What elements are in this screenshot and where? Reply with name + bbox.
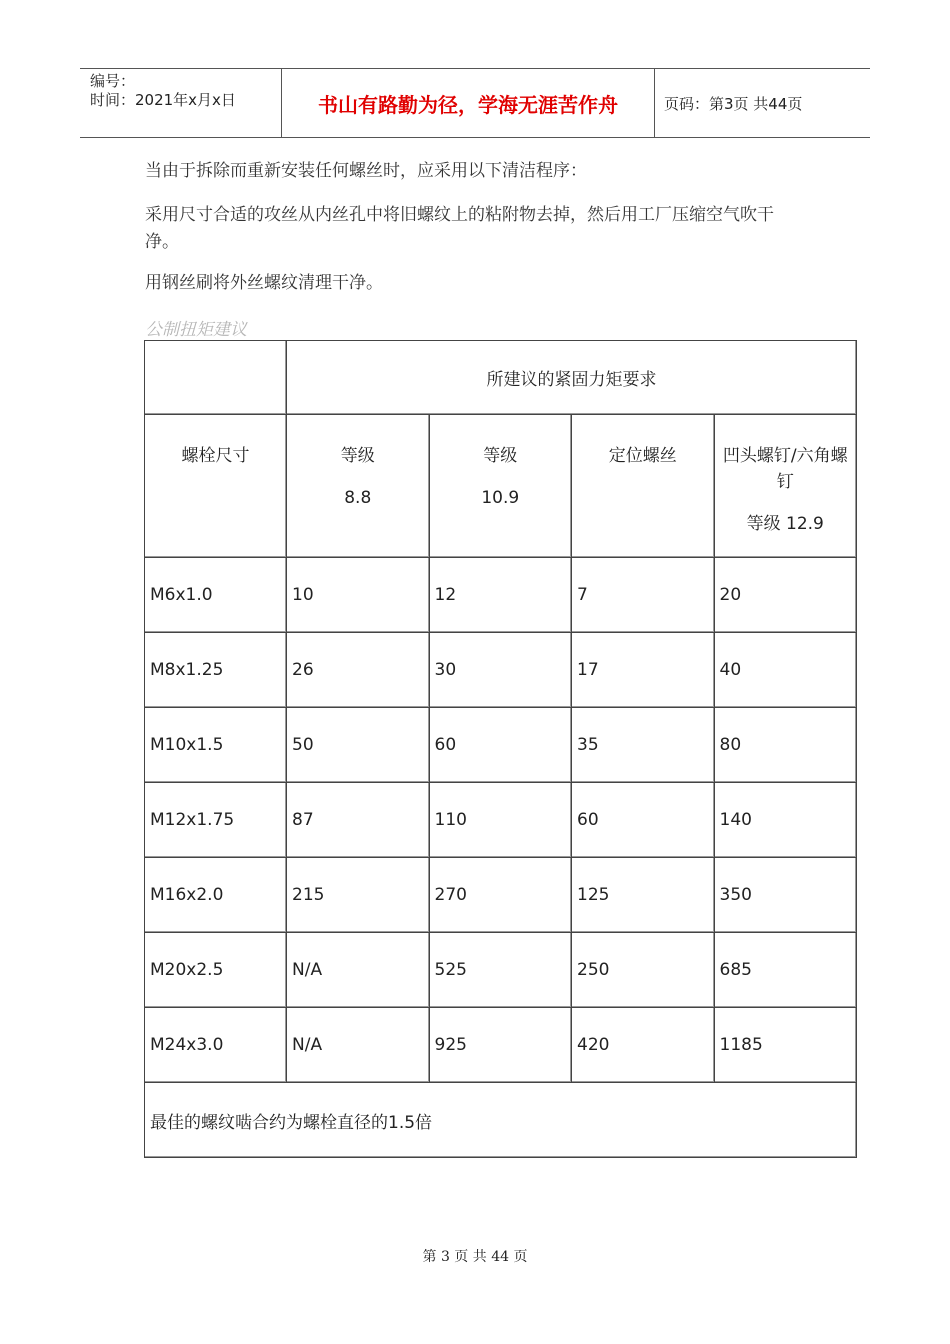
cell-set-screw: 250 xyxy=(572,933,715,1008)
cell-size: M24x3.0 xyxy=(145,1008,287,1083)
cell-grade-8-8: 87 xyxy=(287,783,430,858)
header-set-screw xyxy=(572,415,715,558)
header-grade-8-8-value: 8.8 xyxy=(344,488,372,508)
cell-size: M8x1.25 xyxy=(145,633,287,708)
header-grade-8-8-label: 等级 xyxy=(340,446,375,466)
header-cap-screw xyxy=(714,415,857,558)
cell-set-screw: 125 xyxy=(572,858,715,933)
table-row xyxy=(145,1008,857,1083)
header-size xyxy=(145,415,287,558)
table-caption: 公制扭矩建议 xyxy=(145,320,247,340)
cell-cap-screw: 350 xyxy=(714,858,857,933)
paragraph-cleaning-intro: 当由于拆除而重新安装任何螺丝时，应采用以下清洁程序： xyxy=(145,161,587,181)
table-row xyxy=(145,633,857,708)
page-footer: 第 3 页 共 44 页 xyxy=(422,1249,528,1265)
cell-grade-10-9: 270 xyxy=(429,858,572,933)
cell-grade-8-8: 10 xyxy=(287,558,430,633)
table-row xyxy=(145,558,857,633)
table-footnote-row xyxy=(145,1083,857,1158)
header-cap-screw-label: 凹头螺钉/六角螺钉 xyxy=(722,446,848,492)
cell-grade-10-9: 60 xyxy=(429,708,572,783)
paragraph-wire-brush: 用钢丝刷将外丝螺纹清理干净。 xyxy=(145,273,383,293)
cell-grade-8-8: 215 xyxy=(287,858,430,933)
cell-cap-screw: 20 xyxy=(714,558,857,633)
header-grade-10-9 xyxy=(429,415,572,558)
cell-size: M6x1.0 xyxy=(145,558,287,633)
table-group-header-row xyxy=(145,341,857,415)
header-grade-8-8 xyxy=(287,415,430,558)
time-label: 时间：2021年x月x日 xyxy=(90,91,236,109)
table-row xyxy=(145,858,857,933)
header-set-screw-label: 定位螺丝 xyxy=(608,446,677,466)
table-row xyxy=(145,783,857,858)
table-footnote: 最佳的螺纹啮合约为螺栓直径的1.5倍 xyxy=(145,1083,857,1158)
page-header xyxy=(80,68,870,138)
cell-grade-8-8: N/A xyxy=(287,933,430,1008)
header-meta xyxy=(80,69,282,137)
cell-cap-screw: 140 xyxy=(714,783,857,858)
header-page-info: 页码：第3页 共44页 xyxy=(664,94,803,113)
header-motto: 书山有路勤为径，学海无涯苦作舟 xyxy=(282,69,655,137)
cell-grade-8-8: 26 xyxy=(287,633,430,708)
cell-set-screw: 35 xyxy=(572,708,715,783)
cell-cap-screw: 1185 xyxy=(714,1008,857,1083)
table-row xyxy=(145,933,857,1008)
group-header-cell: 所建议的紧固力矩要求 xyxy=(287,341,857,415)
cell-grade-10-9: 110 xyxy=(429,783,572,858)
cell-grade-8-8: N/A xyxy=(287,1008,430,1083)
empty-corner-cell xyxy=(145,341,287,415)
table-header-row xyxy=(145,415,857,558)
number-label: 编号： xyxy=(90,72,136,90)
cell-cap-screw: 80 xyxy=(714,708,857,783)
cell-grade-10-9: 525 xyxy=(429,933,572,1008)
cell-size: M20x2.5 xyxy=(145,933,287,1008)
table-row xyxy=(145,708,857,783)
header-grade-10-9-label: 等级 xyxy=(483,446,518,466)
header-size-label: 螺栓尺寸 xyxy=(181,446,250,466)
torque-table xyxy=(144,340,857,1158)
header-cap-screw-grade: 等级 12.9 xyxy=(746,514,824,534)
cell-set-screw: 17 xyxy=(572,633,715,708)
cell-grade-10-9: 12 xyxy=(429,558,572,633)
cell-size: M16x2.0 xyxy=(145,858,287,933)
cell-grade-8-8: 50 xyxy=(287,708,430,783)
cell-grade-10-9: 925 xyxy=(429,1008,572,1083)
paragraph-tap-cleaning: 采用尺寸合适的攻丝从内丝孔中将旧螺纹上的粘附物去掉，然后用工厂压缩空气吹干净。 xyxy=(145,205,774,252)
cell-set-screw: 7 xyxy=(572,558,715,633)
cell-set-screw: 420 xyxy=(572,1008,715,1083)
header-grade-10-9-value: 10.9 xyxy=(481,488,520,508)
cell-size: M10x1.5 xyxy=(145,708,287,783)
cell-cap-screw: 40 xyxy=(714,633,857,708)
cell-size: M12x1.75 xyxy=(145,783,287,858)
cell-set-screw: 60 xyxy=(572,783,715,858)
cell-cap-screw: 685 xyxy=(714,933,857,1008)
cell-grade-10-9: 30 xyxy=(429,633,572,708)
